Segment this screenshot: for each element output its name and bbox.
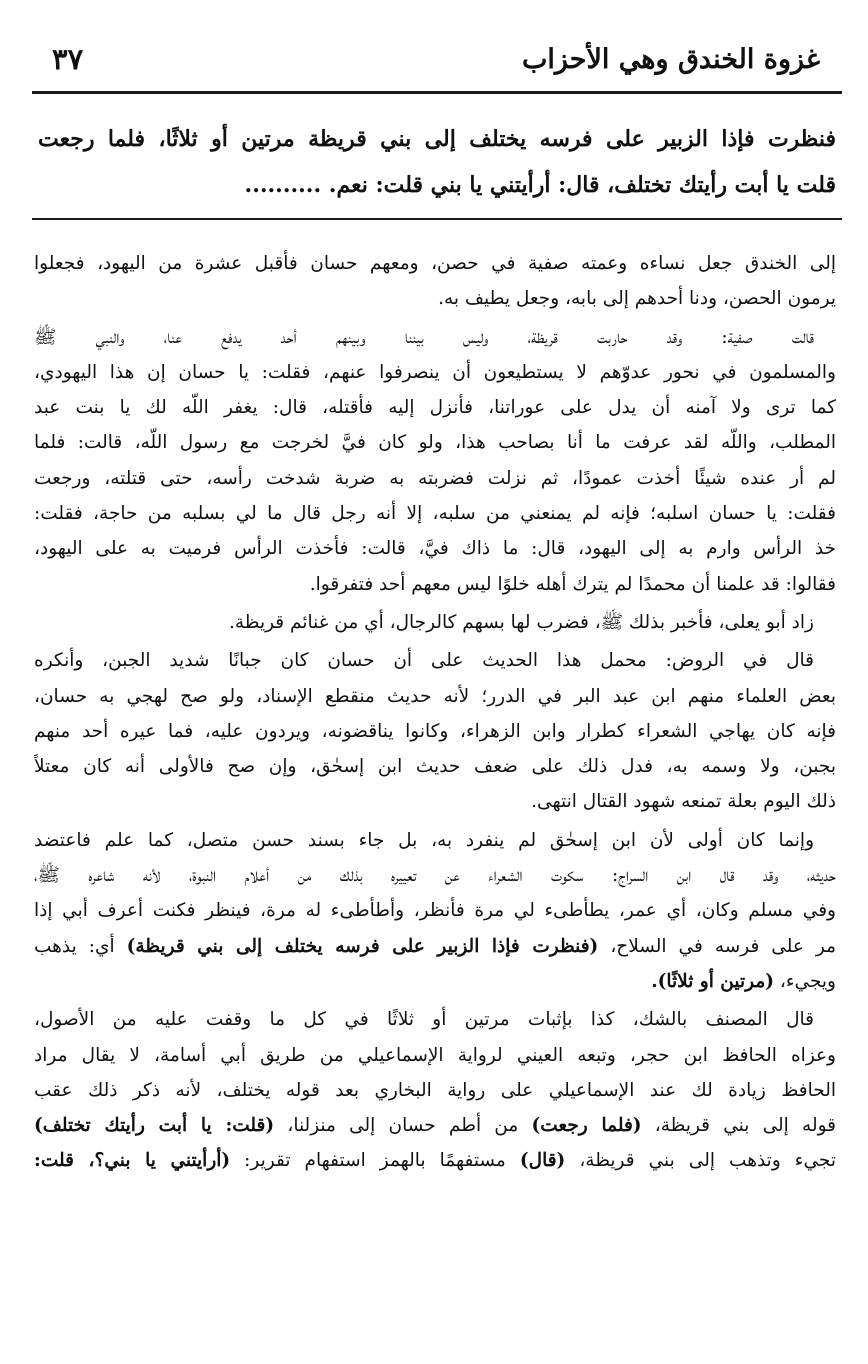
hadith-line: قلت يا أبت رأيتك تختلف، قال: أرأيتني يا بني قلت: نعم. ..........: [244, 172, 836, 198]
text-line: كما ترى ولا آمنه أن يدل على عوراتنا، فأنزل إليه فأقتله، قال: يغفر اللّه لك يا بنت عبد: [34, 397, 836, 419]
text-line: بعض العلماء منهم ابن عبد البر في الدرر؛ لأنه حديث منقطع الإسناد، ولو صح لهجي به حسان،: [34, 685, 836, 707]
text-line: قال في الروض: محمل هذا الحديث على أن حسان كان جبانًا شديد الجبن، وأنكره: [34, 650, 814, 672]
commentary-paragraph: [34, 320, 836, 602]
plain-text: أي: يذهب: [34, 935, 127, 957]
quoted-hadith: (أرأيتني يا بني؟، قلت:: [34, 1150, 231, 1172]
text-line: المطلب، واللّه لقد عرفت ما أنا بصاحب هذا، ولو كان فيَّ لخرجت مع رسول اللّه، قالت: فلما: [34, 432, 836, 454]
commentary-block: [34, 246, 836, 1182]
commentary-paragraph: [34, 246, 836, 317]
text-line: [34, 1108, 836, 1143]
text-line: وإنما كان أولى لأن ابن إسحٰق لم ينفرد به، بل جاء بسند حسن متصل، كما علم فاعتضد: [34, 829, 814, 851]
text-line: يرمون الحصن، ودنا أحدهم إلى بابه، وجعل يطيف به.: [438, 288, 836, 310]
hadith-divider: [32, 218, 842, 220]
commentary-paragraph: [34, 823, 836, 999]
hadith-line: فنظرت فإذا الزبير على فرسه يختلف إلى بني قريظة مرتين أو ثلاثًا، فلما رجعت: [38, 126, 836, 152]
text-line: بجبن، ولا وسمه به، فدل ذلك على ضعف حديث ابن إسحٰق، وإن صح فالأولى أنه كان معتلاً: [34, 756, 836, 778]
chapter-title: غزوة الخندق وهي الأحزاب: [521, 44, 820, 75]
text-line: وفي مسلم وكان، أي عمر، يطأطىء لي مرة فأنظر، وأطأطىء له مرة، فينظر فكنت أعرف أبي إذا: [34, 900, 836, 922]
text-line: فقالوا: قد علمنا أن محمدًا لم يترك أهله خلوًا ليس معهم أحد فتفرقوا.: [309, 573, 836, 595]
text-line: [34, 1143, 836, 1178]
text-line: [34, 929, 836, 964]
text-line: ذلك اليوم بعلة تمنعه شهود القتال انتهى.: [531, 791, 836, 813]
text-line: قالت صفية: وقد حاربت قريظة، وليس بيننا وبينهم أحد يدفع عنا، والنبي ﷺ: [34, 326, 814, 348]
plain-text: مر على فرسه في السلاح،: [598, 935, 836, 957]
commentary-paragraph: [34, 643, 836, 819]
commentary-paragraph: [34, 605, 836, 640]
running-header: [38, 36, 828, 84]
plain-text: ويجيء،: [774, 970, 836, 992]
quoted-hadith: (فنظرت فإذا الزبير على فرسه يختلف إلى بني قريظة): [126, 935, 599, 957]
hadith-text-block: [38, 116, 836, 208]
page-number: ٣٧: [52, 42, 84, 76]
text-line: الحافظ زيادة لك عند الإسماعيلي على رواية البخاري بعد قوله يختلف، لأنه ذكر ذلك عقب: [34, 1079, 836, 1101]
header-divider: [32, 91, 842, 94]
text-line: خذ الرأس وارم به إلى اليهود، قال: ما ذاك فيَّ، قالت: فأخذت الرأس فرميت به على اليهود،: [34, 538, 836, 560]
commentary-paragraph: [34, 1002, 836, 1178]
text-line: والمسلمون في نحور عدوّهم لا يستطيعون أن ينصرفوا عنهم، فقلت: يا حسان إن هذا اليهودي،: [34, 361, 836, 383]
plain-text: قوله إلى بني قريظة،: [641, 1115, 836, 1137]
quoted-hadith: (قلت: يا أبت رأيتك تختلف): [34, 1115, 275, 1137]
text-line: [34, 964, 836, 999]
plain-text: من أطم حسان إلى منزلنا،: [274, 1115, 532, 1137]
text-line: لم أر عنده شيئًا أخذت عمودًا، ثم نزلت فضربته به ضربة شدخت رأسه، حتى قتلته، ورجعت: [34, 467, 836, 489]
quoted-hadith: (فلما رجعت): [531, 1115, 642, 1137]
plain-text: تجيء وتذهب إلى بني قريظة،: [565, 1150, 836, 1172]
text-line: وعزاه الحافظ ابن حجر، وتبعه العيني لرواية الإسماعيلي من طريق أبي أسامة، لا يقال مراد: [34, 1044, 836, 1066]
text-line: فإنه كان يهاجي الشعراء كطرار وابن الزهراء، وكانوا يناقضونه، ويردون عليه، فما عيره أحد منهم: [34, 720, 836, 742]
text-line: فقلت: يا حسان اسلبه؛ فإنه لم يمنعني من سلبه، إلا أنه رجل قال ما لي بسلبه من حاجة، فقلت:: [34, 503, 836, 525]
plain-text: مستفهمًا بالهمز استفهام تقرير:: [230, 1150, 520, 1172]
text-line: إلى الخندق جعل نساءه وعمته صفية في حصن، ومعهم حسان فأقبل عشرة من اليهود، فجعلوا: [34, 253, 836, 274]
text-line: حديثه، وقد قال ابن السراج: سكوت الشعراء عن تعييره بذلك من أعلام النبوة، لأنه شاعره ﷺ،: [34, 865, 836, 887]
quoted-hadith: (مرتين أو ثلاثًا).: [651, 970, 774, 992]
text-line: قال المصنف بالشك، كذا بإثبات مرتين أو ثلاثًا في كل ما وقفت عليه من الأصول،: [34, 1009, 814, 1031]
quoted-hadith: (قال): [519, 1150, 566, 1172]
text-line: زاد أبو يعلى، فأخبر بذلك ﷺ، فضرب لها بسهم كالرجال، أي من غنائم قريظة.: [228, 611, 814, 633]
